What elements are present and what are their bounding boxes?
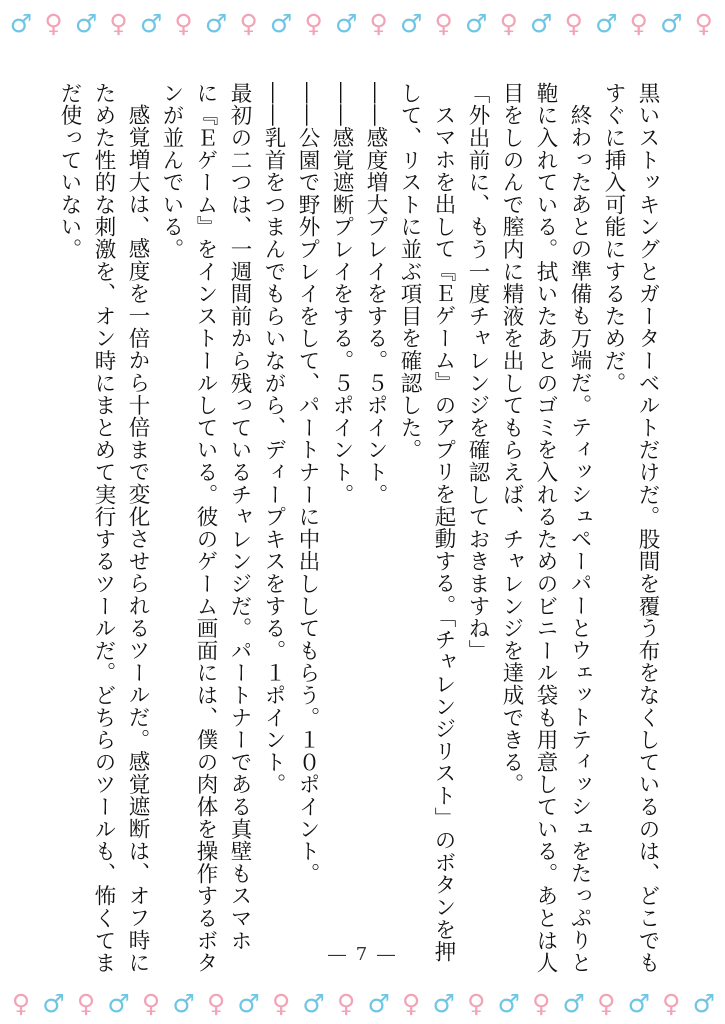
text-line: ためた性的な刺激を、オン時にまとめて実行するツールだ。どちらのツールも、怖くてま	[91, 82, 116, 974]
female-symbol-icon: ♀	[44, 8, 63, 38]
male-symbol-icon: ♂	[9, 8, 33, 38]
female-symbol-icon: ♀	[239, 8, 258, 38]
text-line: スマホを出して『Ｅゲーム』のアプリを起動する。「チャレンジリスト」のボタンを押	[431, 103, 456, 963]
text-line: 鞄に入れている。拭いたあとのゴミを入れるためのビニール袋も用意している。あとは人	[533, 82, 558, 974]
female-symbol-icon: ♀	[402, 988, 421, 1018]
female-symbol-icon: ♀	[109, 8, 128, 38]
text-line: 終わったあとの準備も万端だ。ティッシュペーパーとウェットティッシュをたっぷりと	[567, 103, 592, 974]
female-symbol-icon: ♀	[597, 988, 616, 1018]
male-symbol-icon: ♂	[269, 8, 293, 38]
female-symbol-icon: ♀	[206, 988, 226, 1018]
female-symbol-icon: ♀	[662, 988, 681, 1018]
male-symbol-icon: ♂	[530, 8, 553, 38]
male-symbol-icon: ♂	[172, 988, 195, 1018]
female-symbol-icon: ♀	[629, 8, 648, 38]
female-symbol-icon: ♀	[499, 8, 518, 38]
female-symbol-icon: ♀	[532, 988, 551, 1018]
female-symbol-icon: ♀	[141, 988, 161, 1018]
text-line: に『Ｅゲーム』をインストールしている。彼のゲーム画面には、僕の肉体を操作するボタ	[193, 82, 218, 974]
text-line: 目をしのんで膣内に精液を出してもらえば、チャレンジを達成できる。	[499, 82, 524, 796]
female-symbol-icon: ♀	[369, 8, 388, 38]
female-symbol-icon: ♀	[11, 988, 31, 1018]
text-line: して、リストに並ぶ項目を確認した。	[397, 82, 422, 462]
male-symbol-icon: ♂	[627, 988, 650, 1018]
male-symbol-icon: ♂	[367, 988, 390, 1018]
female-symbol-icon: ♀	[304, 8, 323, 38]
text-line: ンが並んでいる。	[159, 82, 184, 261]
male-symbol-icon: ♂	[42, 988, 65, 1018]
male-symbol-icon: ♂	[465, 8, 488, 38]
text-line: ――感度増大プレイをする。５ポイント。	[363, 82, 388, 506]
female-symbol-icon: ♀	[271, 988, 291, 1018]
male-symbol-icon: ♂	[204, 8, 228, 38]
male-symbol-icon: ♂	[302, 988, 325, 1018]
bottom-gender-symbol-border	[8, 986, 717, 1020]
vertical-text-body	[57, 82, 664, 974]
female-symbol-icon: ♀	[564, 8, 583, 38]
male-symbol-icon: ♂	[237, 988, 260, 1018]
female-symbol-icon: ♀	[337, 988, 356, 1018]
page-number: ― 7 ―	[328, 944, 397, 965]
text-line: 黒いストッキングとガーターベルトだけだ。股間を覆う布をなくしているのは、どこでも	[635, 82, 660, 974]
male-symbol-icon: ♂	[497, 988, 520, 1018]
male-symbol-icon: ♂	[399, 8, 423, 38]
text-line: 最初の二つは、一週間前から残っているチャレンジだ。パートナーである真壁もスマホ	[227, 82, 252, 952]
male-symbol-icon: ♂	[107, 988, 130, 1018]
text-line: ――公園で野外プレイをして、パートナーに中出ししてもらう。１０ポイント。	[295, 82, 320, 885]
female-symbol-icon: ♀	[434, 8, 453, 38]
female-symbol-icon: ♀	[174, 8, 193, 38]
text-line: 「外出前に、もう一度チャレンジを確認しておきますね」	[465, 82, 490, 662]
top-gender-symbol-border	[8, 6, 717, 40]
text-line: ――乳首をつまんでもらいながら、ディープキスをする。１ポイント。	[261, 82, 286, 796]
female-symbol-icon: ♀	[694, 8, 713, 38]
female-symbol-icon: ♀	[467, 988, 486, 1018]
male-symbol-icon: ♂	[562, 988, 585, 1018]
text-line: だ使っていない。	[57, 82, 82, 261]
female-symbol-icon: ♀	[76, 988, 96, 1018]
male-symbol-icon: ♂	[660, 8, 683, 38]
male-symbol-icon: ♂	[334, 8, 358, 38]
male-symbol-icon: ♂	[432, 988, 455, 1018]
male-symbol-icon: ♂	[139, 8, 163, 38]
male-symbol-icon: ♂	[74, 8, 98, 38]
text-line: ――感覚遮断プレイをする。５ポイント。	[329, 82, 354, 506]
male-symbol-icon: ♂	[692, 988, 716, 1018]
text-line: すぐに挿入可能にするためだ。	[601, 82, 626, 395]
male-symbol-icon: ♂	[595, 8, 618, 38]
text-line: 感覚増大は、感度を一倍から十倍まで変化させられるツールだ。感覚遮断は、オフ時に	[125, 103, 150, 974]
